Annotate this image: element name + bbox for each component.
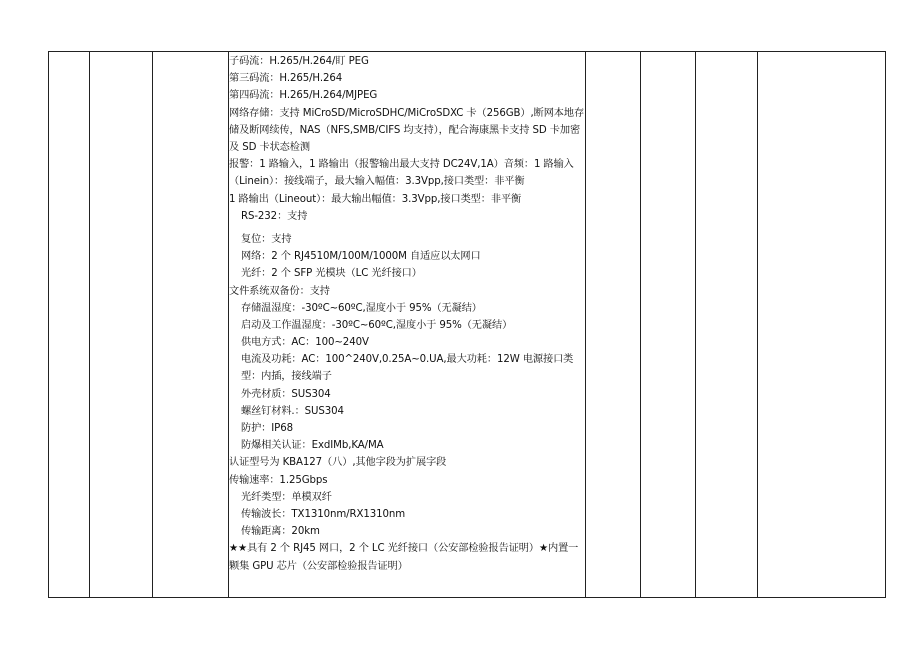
spec-line-storage-temp: 存储温湿度：-30ºC~60ºC,湿度小于 95%（无凝结） [241,302,482,314]
column-divider [640,51,641,598]
spec-line-screw: 螺丝钉材料.：SUS304 [241,405,344,417]
spec-line-reset: 复位：支持 [241,233,292,245]
spec-line-star-requirement: ★★具有 2 个 RJ45 网口，2 个 LC 光纤接口（公安部检验报告证明）★内置一颗集 GPU 芯片（公安部检验报告证明） [229,543,579,572]
spec-line-network-storage: 网络存储：支持 MiCroSD/MicroSDHC/MiCroSDXC 卡（256GB）,断网本地存储及断网续传，NAS（NFS,SMB/CIFS 均支持），配合海康黑卡支持 SD 卡加密及 SD 卡状态检测 [229,107,585,153]
spec-line-power-supply: 供电方式：AC：100~240V [241,337,369,349]
spec-line-alarm-audio: 报警：1 路输入，1 路输出（报警输出最大支持 DC24V,1A）音频：1 路输入（Linein）：接线端子，最大输入幅值：3.3Vpp,接口类型：非平衡 [229,159,574,188]
spec-line-transfer-rate: 传输速率：1.25Gbps [229,474,328,486]
column-divider [89,51,90,598]
spec-line-distance: 传输距离：20km [241,526,320,538]
spec-line-fiber-type: 光纤类型：单模双纤 [241,491,332,503]
column-divider [585,51,586,598]
spec-cell [229,53,585,575]
spec-line-file-system: 文件系统双备份：支持 [229,285,330,297]
spec-line-housing: 外壳材质：SUS304 [241,388,331,400]
spec-line-cert-model: 认证型号为 KBA127（八）,其他字段为扩展字段 [229,457,447,469]
column-divider [695,51,696,598]
spec-line-third-stream: 第三码流：H.265/H.264 [229,73,343,85]
spec-line-explosion-cert: 防爆相关认证：ExdIMb,KA/MA [241,440,384,452]
spec-line-operating-temp: 启动及工作温湿度：-30ºC~60ºC,湿度小于 95%（无凝结） [241,319,513,331]
spec-line-protection: 防护：IP68 [241,423,293,435]
spec-line-fourth-stream: 第四码流：H.265/H.264/MJPEG [229,90,378,102]
column-divider [757,51,758,598]
spec-line-wavelength: 传输波长：TX1310nm/RX1310nm [241,508,406,520]
spec-line-rs232: RS-232：支持 [241,210,308,222]
spec-line-audio-output: 1 路输出（Lineout）：最大输出幅值：3.3Vpp,接口类型：非平衡 [229,193,522,205]
spec-line-substream: 子码流：H.265/H.264/盯 PEG [229,56,369,67]
spec-line-fiber: 光纤：2 个 SFP 光模块（LC 光纤接口） [241,268,422,280]
spec-line-current-power: 电流及功耗：AC：100^240V,0.25A~0.UA,最大功耗：12W 电源接口类型：内插，接线端子 [241,354,574,383]
spec-line-network: 网络：2 个 RJ4510M/100M/1000M 自适应以太网口 [241,251,481,263]
column-divider [152,51,153,598]
